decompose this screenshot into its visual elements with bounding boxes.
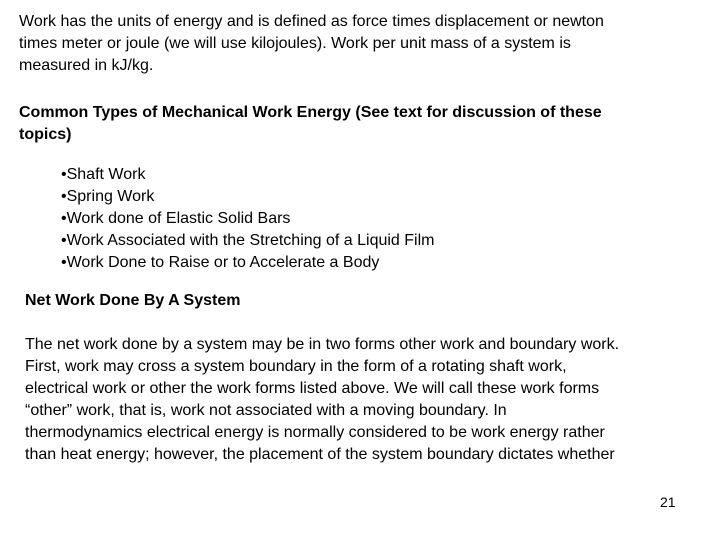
bullet-marker: •	[61, 232, 67, 249]
list-item	[61, 230, 434, 252]
list-item	[61, 208, 434, 230]
paragraph-line: The net work done by a system may be in two forms other work and boundary work.	[25, 336, 620, 353]
paragraph-line: than heat energy; however, the placement of the system boundary dictates whether	[25, 446, 615, 463]
intro-line: times meter or joule (we will use kilojoules). Work per unit mass of a system is	[19, 35, 571, 52]
section-heading-net-work: Net Work Done By A System	[25, 292, 241, 309]
intro-line: measured in kJ/kg.	[19, 57, 154, 74]
list-item-text: Spring Work	[66, 188, 155, 205]
list-item	[61, 252, 434, 274]
page-number: 21	[660, 494, 676, 510]
bullet-marker: •	[61, 188, 67, 205]
list-item-text: Work done of Elastic Solid Bars	[66, 210, 291, 227]
paragraph-line: electrical work or other the work forms listed above. We will call these work forms	[25, 380, 600, 397]
heading-line: Common Types of Mechanical Work Energy (See text for discussion of these	[19, 104, 602, 121]
heading-line: topics)	[19, 126, 72, 143]
intro-line: Work has the units of energy and is defined as force times displacement or newton	[19, 13, 604, 30]
work-types-list	[61, 164, 434, 274]
paragraph-line: thermodynamics electrical energy is normally considered to be work energy rather	[25, 424, 605, 441]
paragraph-line: First, work may cross a system boundary in the form of a rotating shaft work,	[25, 358, 567, 375]
list-item	[61, 186, 434, 208]
list-item	[61, 164, 434, 186]
bullet-marker: •	[61, 254, 67, 271]
list-item-text: Shaft Work	[66, 166, 146, 183]
bullet-marker: •	[61, 166, 67, 183]
list-item-text: Work Associated with the Stretching of a Liquid Film	[66, 232, 435, 249]
net-work-paragraph	[25, 334, 619, 466]
section-heading-work-types	[19, 102, 602, 146]
bullet-marker: •	[61, 210, 67, 227]
list-item-text: Work Done to Raise or to Accelerate a Body	[66, 254, 380, 271]
paragraph-line: “other” work, that is, work not associated with a moving boundary. In	[25, 402, 507, 419]
intro-paragraph	[19, 11, 604, 77]
